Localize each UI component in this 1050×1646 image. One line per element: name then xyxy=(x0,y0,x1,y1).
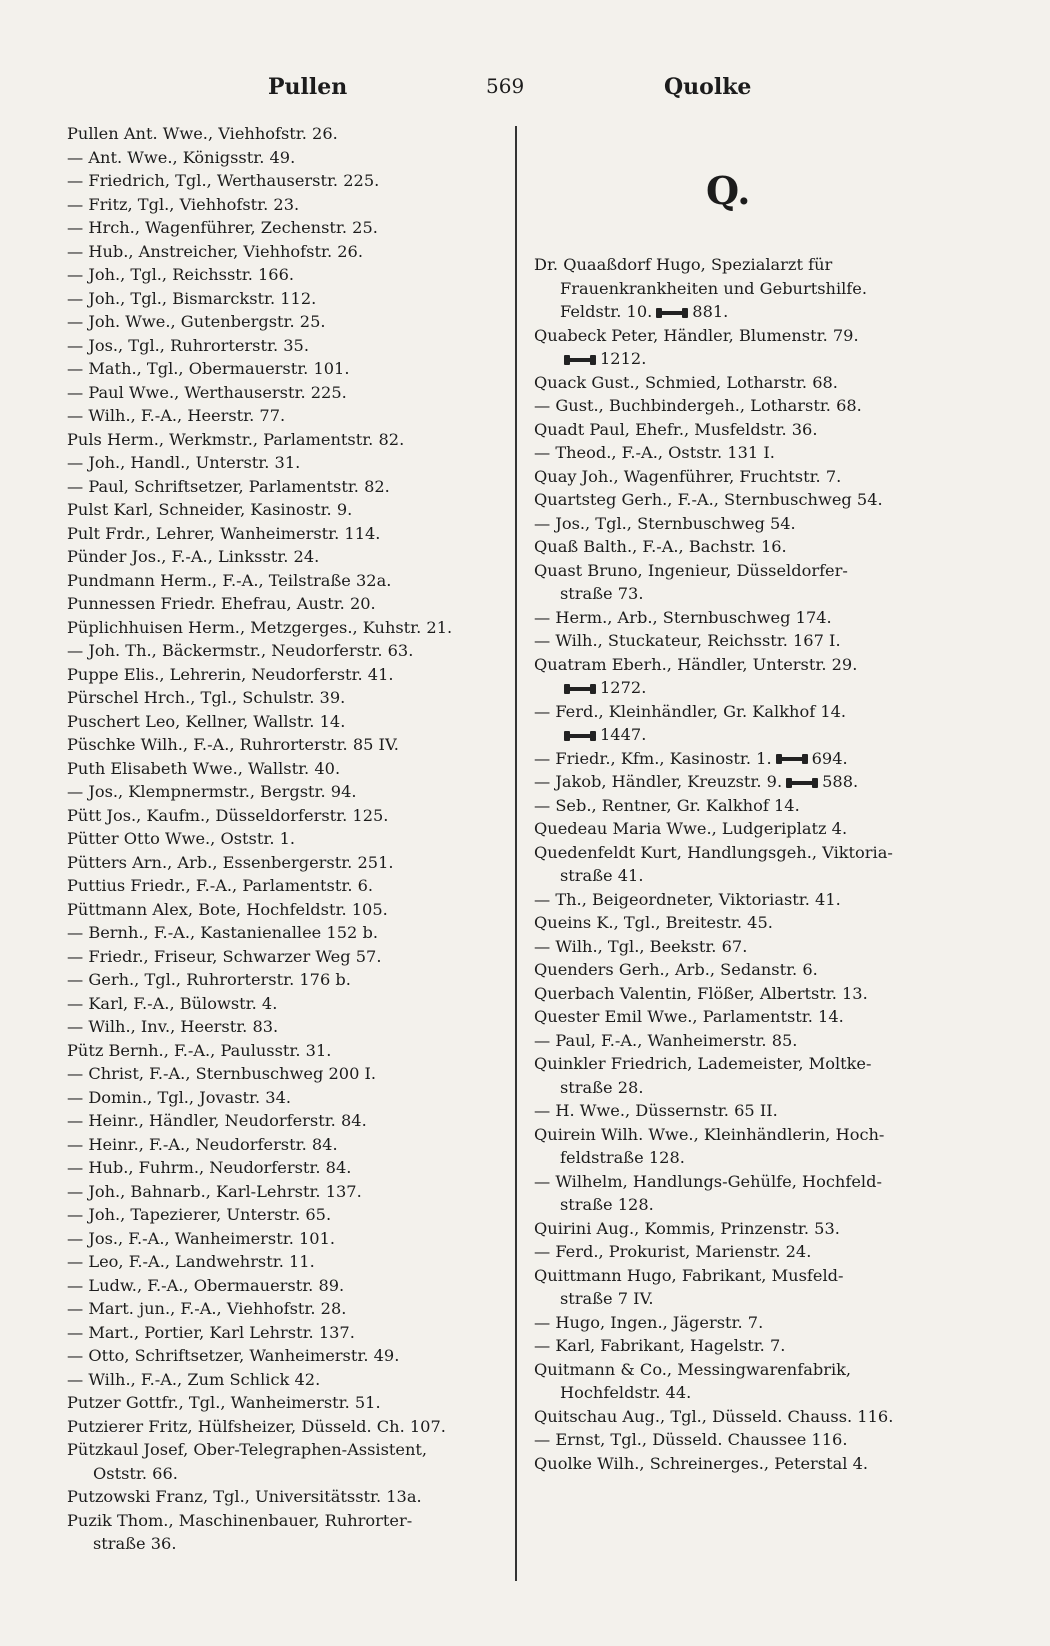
list-item: — Wilh., F.-A., Zum Schlick 42. xyxy=(67,1369,321,1389)
list-item: — Fritz, Tgl., Viehhofstr. 23. xyxy=(67,194,300,214)
list-item xyxy=(534,723,964,747)
list-item: — Mart., Portier, Karl Lehrstr. 137. xyxy=(67,1322,355,1342)
list-item: Quedeau Maria Wwe., Ludgeriplatz 4. xyxy=(534,819,848,838)
list-item: Quatram Eberh., Händler, Unterstr. 29. xyxy=(534,654,858,674)
list-item: Püplichhuisen Herm., Metzgerges., Kuhstr. 21. xyxy=(67,617,453,637)
list-item: Quitmann & Co., Messingwarenfabrik, xyxy=(534,1359,852,1379)
list-item: straße 28. xyxy=(560,1077,644,1097)
list-item: Quadt Paul, Ehefr., Musfeldstr. 36. xyxy=(534,419,818,439)
list-item: Pürschel Hrch., Tgl., Schulstr. 39. xyxy=(67,688,346,707)
list-item: — Joh., Tapezierer, Unterstr. 65. xyxy=(67,1205,332,1224)
list-item: Quitschau Aug., Tgl., Düsseld. Chauss. 116. xyxy=(534,1406,894,1426)
telephone-number: 694. xyxy=(811,748,848,768)
page-number: 569 xyxy=(486,74,525,98)
list-item: Putzer Gottfr., Tgl., Wanheimerstr. 51. xyxy=(67,1393,381,1412)
list-item: — Mart. jun., F.-A., Viehhofstr. 28. xyxy=(67,1299,347,1318)
list-item: Quirein Wilh. Wwe., Kleinhändlerin, Hoch- xyxy=(534,1124,885,1144)
list-item: — Otto, Schriftsetzer, Wanheimerstr. 49. xyxy=(67,1346,400,1365)
list-item: — Leo, F.-A., Landwehrstr. 11. xyxy=(67,1252,315,1271)
list-item: Querbach Valentin, Flößer, Albertstr. 13. xyxy=(534,983,868,1003)
list-item: Pütters Arn., Arb., Essenbergerstr. 251. xyxy=(67,852,394,872)
list-item: — Herm., Arb., Sternbuschweg 174. xyxy=(534,607,832,627)
list-item: — Wilh., Stuckateur, Reichsstr. 167 I. xyxy=(534,631,841,650)
list-item: — Paul Wwe., Werthauserstr. 225. xyxy=(67,382,347,402)
telephone-number: 881. xyxy=(692,302,729,321)
list-item: — Joh., Handl., Unterstr. 31. xyxy=(67,453,301,472)
list-item: — Joh., Bahnarb., Karl-Lehrstr. 137. xyxy=(67,1181,362,1201)
list-item: Quedenfeldt Kurt, Handlungsgeh., Viktoria- xyxy=(534,842,893,862)
list-item: Puppe Elis., Lehrerin, Neudorferstr. 41. xyxy=(67,664,394,684)
list-item: — Ferd., Kleinhändler, Gr. Kalkhof 14. xyxy=(534,701,847,721)
list-item xyxy=(534,347,964,371)
list-item: — Karl, Fabrikant, Hagelstr. 7. xyxy=(534,1336,786,1355)
entry-text: — Friedr., Kfm., Kasinostr. 1. xyxy=(534,748,772,768)
list-item: — Jos., Klempnermstr., Bergstr. 94. xyxy=(67,782,357,801)
list-item: — Heinr., Händler, Neudorferstr. 84. xyxy=(67,1111,367,1130)
list-item: — Paul, F.-A., Wanheimerstr. 85. xyxy=(534,1030,798,1050)
list-item: — Christ, F.-A., Sternbuschweg 200 I. xyxy=(67,1064,377,1083)
list-item: Quay Joh., Wagenführer, Fruchtstr. 7. xyxy=(534,466,842,486)
list-item: Pulst Karl, Schneider, Kasinostr. 9. xyxy=(67,500,353,519)
list-item: Pult Frdr., Lehrer, Wanheimerstr. 114. xyxy=(67,523,381,543)
list-item: Putzowski Franz, Tgl., Universitätsstr. 13a. xyxy=(67,1487,422,1506)
list-item: — Paul, Schriftsetzer, Parlamentstr. 82. xyxy=(67,476,390,496)
list-item: — Friedrich, Tgl., Werthauserstr. 225. xyxy=(67,171,380,190)
list-item: straße 128. xyxy=(560,1195,654,1214)
telephone-icon xyxy=(564,683,596,695)
list-item: — Hub., Anstreicher, Viehhofstr. 26. xyxy=(67,241,363,261)
list-item: Pünder Jos., F.-A., Linksstr. 24. xyxy=(67,547,320,566)
list-item: — Gerh., Tgl., Ruhrorterstr. 176 b. xyxy=(67,970,351,989)
list-item: Quast Bruno, Ingenieur, Düsseldorfer- xyxy=(534,560,848,580)
list-item: Pütz Bernh., F.-A., Paulusstr. 31. xyxy=(67,1040,332,1060)
list-item: Quartsteg Gerh., F.-A., Sternbuschweg 54. xyxy=(534,490,883,509)
list-item: Puls Herm., Werkmstr., Parlamentstr. 82. xyxy=(67,429,405,449)
list-item: — Hugo, Ingen., Jägerstr. 7. xyxy=(534,1312,764,1332)
section-letter: Q. xyxy=(706,168,751,213)
list-item: Quenders Gerh., Arb., Sedanstr. 6. xyxy=(534,960,818,979)
entry-text: — Jakob, Händler, Kreuzstr. 9. xyxy=(534,772,783,791)
list-item: — Theod., F.-A., Oststr. 131 I. xyxy=(534,443,775,462)
list-item: — Heinr., F.-A., Neudorferstr. 84. xyxy=(67,1134,338,1154)
list-item: — Bernh., F.-A., Kastanienallee 152 b. xyxy=(67,923,378,942)
list-item: — Jos., Tgl., Ruhrorterstr. 35. xyxy=(67,335,309,355)
list-item: Pullen Ant. Wwe., Viehhofstr. 26. xyxy=(67,124,338,143)
list-item: Püschke Wilh., F.-A., Ruhrorterstr. 85 IV. xyxy=(67,735,399,754)
list-item: — Joh. Wwe., Gutenbergstr. 25. xyxy=(67,312,326,331)
list-item: — Joh., Tgl., Reichsstr. 166. xyxy=(67,265,295,284)
list-item: Puth Elisabeth Wwe., Wallstr. 40. xyxy=(67,758,341,778)
list-item: straße 73. xyxy=(560,584,644,603)
list-item: — Hub., Fuhrm., Neudorferstr. 84. xyxy=(67,1158,352,1177)
running-head-left: Pullen xyxy=(268,74,348,100)
list-item: — Math., Tgl., Obermauerstr. 101. xyxy=(67,359,350,378)
list-item: Frauenkrankheiten und Geburtshilfe. xyxy=(560,278,868,298)
telephone-number: 1212. xyxy=(600,349,647,368)
list-item: — Ernst, Tgl., Düsseld. Chaussee 116. xyxy=(534,1430,848,1449)
list-item: Punnessen Friedr. Ehefrau, Austr. 20. xyxy=(67,594,376,613)
list-item: — Ferd., Prokurist, Marienstr. 24. xyxy=(534,1242,812,1261)
list-item: — Gust., Buchbindergeh., Lotharstr. 68. xyxy=(534,396,862,415)
list-item: Quirini Aug., Kommis, Prinzenstr. 53. xyxy=(534,1218,840,1238)
list-item: Quolke Wilh., Schreinerges., Peterstal 4. xyxy=(534,1453,869,1473)
list-item: Quittmann Hugo, Fabrikant, Musfeld- xyxy=(534,1265,844,1285)
left-column xyxy=(67,122,487,1556)
telephone-number: 1272. xyxy=(600,678,647,697)
list-item: Quaß Balth., F.-A., Bachstr. 16. xyxy=(534,537,787,556)
list-item: — Wilh., Inv., Heerstr. 83. xyxy=(67,1017,279,1036)
column-divider xyxy=(515,126,517,1581)
telephone-icon xyxy=(786,777,818,789)
list-item xyxy=(534,676,964,700)
list-item: Hochfeldstr. 44. xyxy=(560,1383,692,1402)
list-item: — Wilh., Tgl., Beekstr. 67. xyxy=(534,936,748,956)
list-item: — Ant. Wwe., Königsstr. 49. xyxy=(67,147,296,167)
list-item: Pütt Jos., Kaufm., Düsseldorferstr. 125. xyxy=(67,805,389,825)
list-item: Pütter Otto Wwe., Oststr. 1. xyxy=(67,829,296,848)
telephone-icon xyxy=(564,354,596,366)
list-item: Putzierer Fritz, Hülfsheizer, Düsseld. Ch. 107. xyxy=(67,1416,446,1436)
telephone-number: 1447. xyxy=(600,725,647,744)
list-item: Puzik Thom., Maschinenbauer, Ruhrorter- xyxy=(67,1510,413,1530)
list-item: — H. Wwe., Düssernstr. 65 II. xyxy=(534,1101,778,1120)
running-head-right: Quolke xyxy=(664,74,752,100)
list-item: Dr. Quaaßdorf Hugo, Spezialarzt für xyxy=(534,255,833,274)
list-item: Queins K., Tgl., Breitestr. 45. xyxy=(534,913,773,932)
list-item: — Wilh., F.-A., Heerstr. 77. xyxy=(67,406,286,425)
telephone-number: 588. xyxy=(822,772,859,791)
list-item: — Jos., Tgl., Sternbuschweg 54. xyxy=(534,513,796,533)
list-item: Püttmann Alex, Bote, Hochfeldstr. 105. xyxy=(67,899,388,919)
list-item: Oststr. 66. xyxy=(93,1463,178,1483)
list-item: Puttius Friedr., F.-A., Parlamentstr. 6. xyxy=(67,876,374,895)
list-item xyxy=(534,747,964,771)
list-item: — Joh. Th., Bäckermstr., Neudorferstr. 63. xyxy=(67,641,414,660)
list-item: — Friedr., Friseur, Schwarzer Weg 57. xyxy=(67,946,382,966)
entry-text: Feldstr. 10. xyxy=(560,302,653,321)
list-item: — Karl, F.-A., Bülowstr. 4. xyxy=(67,993,278,1013)
list-item xyxy=(534,770,964,794)
list-item: — Joh., Tgl., Bismarckstr. 112. xyxy=(67,288,317,308)
list-item: — Jos., F.-A., Wanheimerstr. 101. xyxy=(67,1228,336,1248)
right-column xyxy=(534,253,964,1475)
list-item xyxy=(534,300,964,324)
list-item: — Hrch., Wagenführer, Zechenstr. 25. xyxy=(67,218,378,237)
telephone-icon xyxy=(656,307,688,319)
list-item: Quack Gust., Schmied, Lotharstr. 68. xyxy=(534,372,838,392)
list-item: Pundmann Herm., F.-A., Teilstraße 32a. xyxy=(67,570,392,590)
list-item: straße 7 IV. xyxy=(560,1289,654,1308)
telephone-icon xyxy=(776,753,808,765)
list-item: feldstraße 128. xyxy=(560,1148,685,1167)
telephone-icon xyxy=(564,730,596,742)
list-item: straße 41. xyxy=(560,866,644,885)
list-item: Quester Emil Wwe., Parlamentstr. 14. xyxy=(534,1007,844,1026)
list-item: — Domin., Tgl., Jovastr. 34. xyxy=(67,1087,292,1107)
list-item: Quinkler Friedrich, Lademeister, Moltke- xyxy=(534,1054,872,1073)
list-item: — Ludw., F.-A., Obermauerstr. 89. xyxy=(67,1275,345,1295)
list-item: Quabeck Peter, Händler, Blumenstr. 79. xyxy=(534,325,859,345)
list-item: — Wilhelm, Handlungs-Gehülfe, Hochfeld- xyxy=(534,1171,882,1191)
list-item: — Th., Beigeordneter, Viktoriastr. 41. xyxy=(534,889,841,909)
list-item: — Seb., Rentner, Gr. Kalkhof 14. xyxy=(534,795,800,815)
list-item: Pützkaul Josef, Ober-Telegraphen-Assistent, xyxy=(67,1440,428,1459)
list-item: straße 36. xyxy=(93,1534,177,1553)
list-item: Puschert Leo, Kellner, Wallstr. 14. xyxy=(67,711,346,731)
